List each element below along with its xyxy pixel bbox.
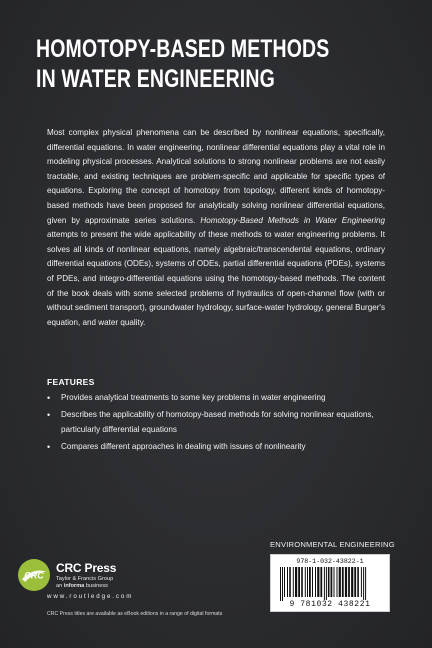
barcode-bar: [315, 567, 316, 597]
description-part-1: Most complex physical phenomena can be described by nonlinear equations, specifically, differential equations. In water engineering, nonlinear differential equations play a vital role in modeling physical processes. Analytical solutions to strong nonlinear problems are not easily tractable, and existing techniques are problem-specific and applicable for specific types of equations. Exploring the concept of homotopy from topology, different kinds of homotopy-based methods have been proposed for analytically solving nonlinear differential equations, given by approximate series solutions.: [47, 128, 385, 225]
crc-logo-text: CRC: [24, 570, 44, 581]
feature-text: Compares different approaches in dealing with issues of nonlinearity: [61, 442, 306, 452]
publisher-name: CRC Press: [56, 561, 117, 575]
barcode-bar: [320, 567, 322, 597]
bullet-icon: •: [47, 410, 51, 421]
subject-category: ENVIRONMENTAL ENGINEERING: [270, 540, 395, 549]
barcode-bar: [317, 567, 319, 597]
features-list: [47, 391, 387, 458]
barcode-bar: [293, 567, 294, 597]
business-prefix: an: [56, 583, 64, 589]
barcode-bar: [357, 567, 359, 597]
book-title-line-2: IN WATER ENGINEERING: [36, 65, 275, 93]
business-name: informa: [63, 583, 85, 589]
barcode-bar: [331, 567, 333, 597]
publisher-group-name: Taylor & Francis Group: [56, 576, 114, 582]
description-paragraph: [47, 126, 385, 330]
feature-item: [47, 440, 387, 454]
publisher-website-link[interactable]: www.routledge.com: [47, 593, 134, 600]
barcode-bar: [348, 567, 350, 597]
description-part-2: attempts to present the wide applicability of these methods to water engineering problems. It solves all kinds of nonlinear equations, namely algebraic/transcendental equations, ordinary differential equations (ODEs), systems of ODEs, partial differential equations (PDEs), systems of PDEs, and integro-differential equations using the homotopy-based methods. The content of the book deals with some selected problems of hydraulics of open-channel flow (with or without sediment transport), groundwater hydrology, surface-water hydrology, general Burger's equation, and water quality.: [47, 230, 385, 327]
barcode-bar: [298, 567, 300, 597]
barcode-bar: [324, 567, 325, 601]
isbn-bottom-text: [271, 600, 389, 609]
publisher-business-line: [56, 583, 113, 590]
description-book-title: Homotopy-Based Methods in Water Engineering: [200, 215, 386, 225]
barcode-bar: [295, 567, 297, 597]
feature-text: Describes the applicability of homotopy-based methods for solving nonlinear equations, particularly differential equations: [61, 410, 374, 434]
features-heading: FEATURES: [47, 377, 95, 387]
ebook-note: CRC Press titles are available as eBook editions in a range of digital formats: [47, 611, 223, 617]
barcode-bar: [307, 567, 308, 597]
bullet-icon: •: [47, 442, 51, 453]
bullet-icon: •: [47, 393, 51, 403]
barcode-bar: [280, 567, 281, 601]
barcode-bars-icon: [280, 567, 384, 601]
barcode-bar: [354, 567, 356, 597]
book-title: [36, 34, 406, 94]
barcode-bar: [287, 567, 288, 597]
barcode-bar: [363, 567, 364, 601]
barcode-bar: [305, 567, 306, 597]
barcode-bar: [309, 567, 311, 597]
feature-item: [47, 391, 387, 405]
isbn-top-text: 978-1-032-43822-1: [296, 558, 364, 565]
barcode-bar: [351, 567, 353, 597]
barcode-bar: [342, 567, 344, 597]
barcode: [270, 554, 390, 612]
barcode-bar: [312, 567, 313, 597]
isbn-bottom-digits: 9 781032 438221: [289, 600, 371, 609]
business-suffix: business: [84, 583, 108, 589]
barcode-bar: [289, 567, 291, 597]
barcode-bar: [284, 567, 285, 597]
barcode-bar: [326, 567, 327, 601]
barcode-bar: [345, 567, 347, 597]
feature-text: Provides analytical treatments to some key problems in water engineering: [61, 393, 326, 402]
barcode-bar: [337, 567, 338, 597]
crc-logo-icon: [17, 558, 51, 592]
publisher-group: [56, 576, 113, 590]
barcode-bar: [334, 567, 335, 597]
barcode-bar: [282, 567, 283, 601]
barcode-bar: [339, 567, 341, 597]
feature-item: [47, 408, 387, 437]
barcode-bar: [361, 567, 362, 597]
book-title-line-1: HOMOTOPY-BASED METHODS: [36, 35, 330, 63]
barcode-bar: [328, 567, 330, 597]
barcode-bar: [301, 567, 303, 597]
barcode-bar: [365, 567, 366, 601]
